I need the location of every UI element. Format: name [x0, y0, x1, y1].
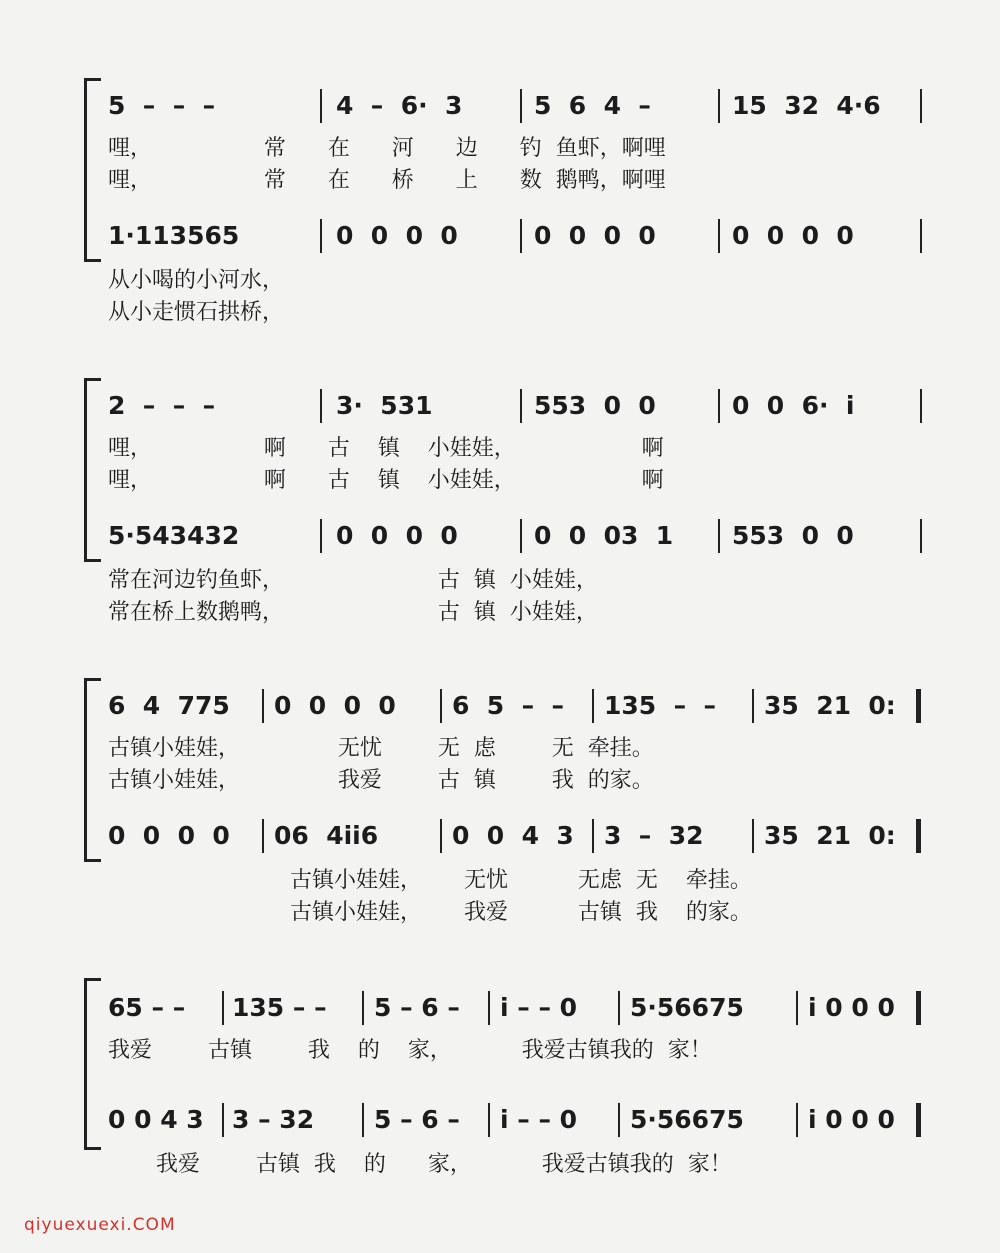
lyric-line: 哩， 啊 古 镇 小娃娃， 啊 — [108, 436, 664, 461]
lyric-line: 我爱 古镇 我 的 家， 我爱古镇我的 家！ — [156, 1152, 732, 1177]
lyric-line: 古镇小娃娃， 我爱 古 镇 我 的家。 — [108, 768, 654, 793]
barline — [320, 89, 322, 123]
measure: 0 0 03 1 — [534, 521, 674, 550]
upper-staff — [0, 686, 1000, 726]
measure: 5 – – – — [108, 91, 216, 120]
barline — [920, 219, 922, 253]
measure: 0 0 0 0 — [534, 221, 656, 250]
measure: 5·543432 — [108, 521, 240, 550]
barline — [920, 389, 922, 423]
final-barline — [916, 991, 921, 1025]
lyric-line: 哩， 常 在 桥 上 数 鹅鸭，啊哩 — [108, 168, 666, 193]
measure: 135 – – — [604, 691, 716, 720]
barline — [520, 389, 522, 423]
barline — [752, 689, 754, 723]
barline — [718, 89, 720, 123]
barline — [618, 991, 620, 1025]
measure: 15 32 4·6 — [732, 91, 881, 120]
upper-staff — [0, 86, 1000, 126]
measure: 35 21 0: — [764, 821, 896, 850]
measure: 5·56675 — [630, 1105, 744, 1134]
measure: i 0 0 0 — [808, 993, 895, 1022]
measure: 553 0 0 — [534, 391, 656, 420]
measure: 35 21 0: — [764, 691, 896, 720]
upper-staff — [0, 988, 1000, 1028]
lyric-line: 古镇小娃娃， 无忧 无虑 无 牵挂。 — [290, 868, 752, 893]
barline — [920, 519, 922, 553]
lyric-line: 哩， 常 在 河 边 钓 鱼虾，啊哩 — [108, 136, 666, 161]
barline — [618, 1103, 620, 1137]
repeat-end-barline — [916, 689, 921, 723]
barline — [520, 89, 522, 123]
lyric-line: 古镇小娃娃， 我爱 古镇 我 的家。 — [290, 900, 752, 925]
barline — [796, 991, 798, 1025]
lyric-line: 常在河边钓鱼虾， 古 镇 小娃娃， — [108, 568, 598, 593]
final-barline — [916, 1103, 921, 1137]
measure: 0 0 0 0 — [732, 221, 854, 250]
lower-staff — [0, 516, 1000, 556]
measure: 6 4 775 — [108, 691, 230, 720]
measure: 3 – 32 — [604, 821, 704, 850]
measure: 5 – 6 – — [374, 993, 460, 1022]
lyric-line: 从小走惯石拱桥， — [108, 300, 285, 325]
lyric-line: 哩， 啊 古 镇 小娃娃， 啊 — [108, 468, 664, 493]
barline — [222, 991, 224, 1025]
site-watermark[interactable]: qiyuexuexi.COM — [24, 1215, 176, 1235]
barline — [718, 519, 720, 553]
barline — [362, 991, 364, 1025]
barline — [718, 219, 720, 253]
lower-staff — [0, 216, 1000, 256]
lower-staff — [0, 1100, 1000, 1140]
measure: i 0 0 0 — [808, 1105, 895, 1134]
barline — [440, 819, 442, 853]
barline — [362, 1103, 364, 1137]
measure: 5 – 6 – — [374, 1105, 460, 1134]
barline — [920, 89, 922, 123]
barline — [440, 689, 442, 723]
barline — [320, 389, 322, 423]
measure: 0 0 0 0 — [336, 521, 458, 550]
barline — [592, 819, 594, 853]
barline — [262, 689, 264, 723]
barline — [488, 991, 490, 1025]
barline — [520, 219, 522, 253]
measure: 0 0 0 0 — [108, 821, 230, 850]
barline — [718, 389, 720, 423]
measure: 5·56675 — [630, 993, 744, 1022]
measure: 0 0 0 0 — [274, 691, 396, 720]
barline — [752, 819, 754, 853]
measure: 3 – 32 — [232, 1105, 315, 1134]
measure: 65 – – — [108, 993, 186, 1022]
measure: 6 5 – – — [452, 691, 565, 720]
measure: 06 4ii6 — [274, 821, 379, 850]
upper-staff — [0, 386, 1000, 426]
measure: 135 – – — [232, 993, 327, 1022]
measure: 3· 531 — [336, 391, 433, 420]
lyric-line: 常在桥上数鹅鸭， 古 镇 小娃娃， — [108, 600, 598, 625]
measure: 0 0 0 0 — [336, 221, 458, 250]
measure: i – – 0 — [500, 993, 578, 1022]
barline — [320, 519, 322, 553]
barline — [592, 689, 594, 723]
lower-staff — [0, 816, 1000, 856]
measure: 5 6 4 – — [534, 91, 651, 120]
lyric-line: 我爱 古镇 我 的 家， 我爱古镇我的 家！ — [108, 1038, 712, 1063]
measure: 2 – – – — [108, 391, 216, 420]
barline — [488, 1103, 490, 1137]
repeat-end-barline — [916, 819, 921, 853]
barline — [796, 1103, 798, 1137]
lyric-line: 从小喝的小河水， — [108, 268, 285, 293]
measure: i – – 0 — [500, 1105, 578, 1134]
barline — [222, 1103, 224, 1137]
measure: 4 – 6· 3 — [336, 91, 463, 120]
measure: 553 0 0 — [732, 521, 854, 550]
measure: 0 0 4 3 — [452, 821, 574, 850]
barline — [520, 519, 522, 553]
lyric-line: 古镇小娃娃， 无忧 无 虑 无 牵挂。 — [108, 736, 654, 761]
measure: 1·113565 — [108, 221, 240, 250]
barline — [320, 219, 322, 253]
barline — [262, 819, 264, 853]
measure: 0 0 4 3 — [108, 1105, 204, 1134]
measure: 0 0 6· i — [732, 391, 855, 420]
